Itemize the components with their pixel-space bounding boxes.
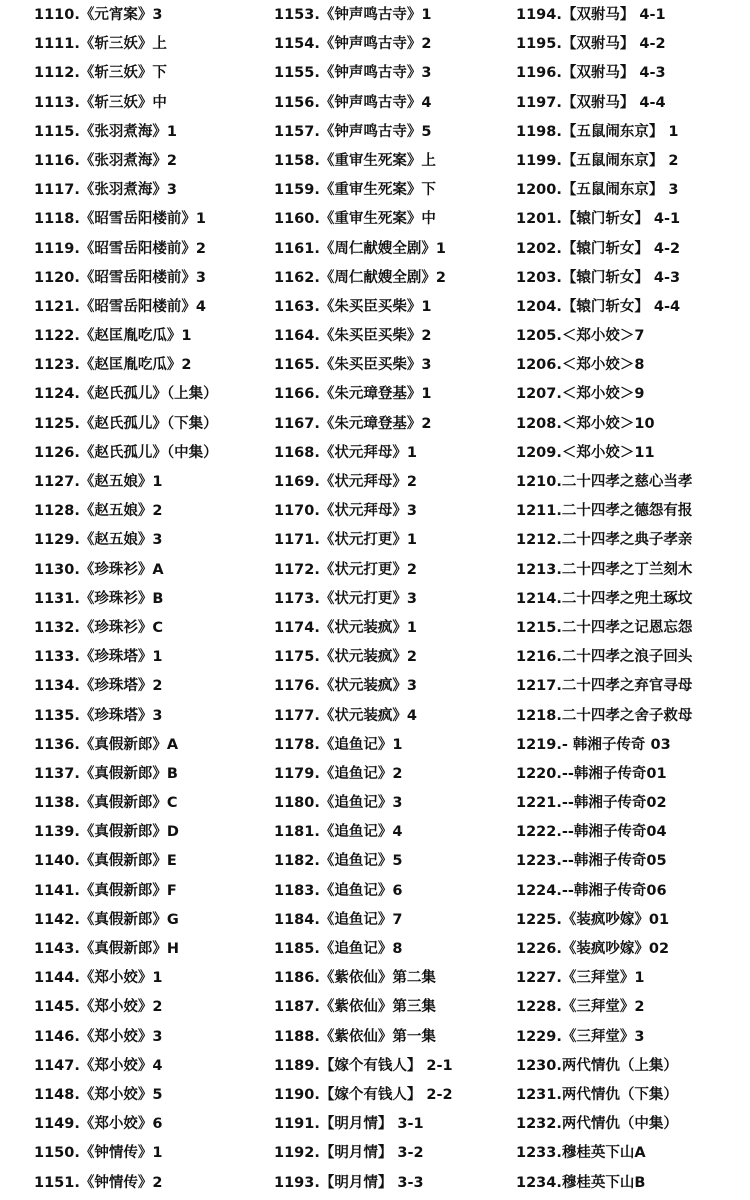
list-item: 1184.《追鱼记》7: [274, 911, 403, 928]
list-item: 1155.《钟声鸣古寺》3: [274, 65, 432, 82]
list-item: 1159.《重审生死案》下: [274, 182, 436, 199]
list-item: 1229.《三拜堂》3: [516, 1028, 645, 1045]
list-item: 1163.《朱买臣买柴》1: [274, 298, 432, 315]
list-item: 1136.《真假新郎》A: [34, 736, 179, 753]
list-item: 1180.《追鱼记》3: [274, 795, 403, 812]
list-item: 1195.【双驸马】 4-2: [516, 36, 666, 53]
list-item: 1118.《昭雪岳阳楼前》1: [34, 211, 206, 228]
list-item: 1234.穆桂英下山B: [516, 1174, 646, 1191]
column-3: [516, 0, 748, 1198]
list-item: 1205.＜郑小姣＞7: [516, 328, 645, 345]
list-item: 1190.【嫁个有钱人】 2-2: [274, 1086, 453, 1103]
list-item: 1178.《追鱼记》1: [274, 736, 403, 753]
list-item: 1117.《张羽煮海》3: [34, 182, 177, 199]
list-item: 1167.《朱元璋登基》2: [274, 415, 432, 432]
list-item: 1226.《装疯吵嫁》02: [516, 941, 670, 957]
list-item: 1132.《珍珠衫》C: [34, 619, 164, 636]
list-item: 1164.《朱买臣买柴》2: [274, 328, 432, 345]
list-item: 1124.《赵氏孤儿》（上集）: [34, 386, 218, 403]
list-item: 1224.--韩湘子传奇06: [516, 882, 667, 899]
list-item: 1230.两代情仇（上集）: [516, 1057, 678, 1074]
list-item: 1207.＜郑小姣＞9: [516, 386, 645, 403]
list-item: 1182.《追鱼记》5: [274, 853, 403, 870]
list-item: 1176.《状元装疯》3: [274, 678, 417, 695]
list-item: 1211.二十四孝之德怨有报: [516, 503, 693, 520]
list-item: 1191.【明月情】 3-1: [274, 1116, 424, 1133]
list-item: 1172.《状元打更》2: [274, 561, 417, 578]
list-item: 1202.【辕门斩女】 4-2: [516, 240, 681, 257]
list-item: 1215.二十四孝之记恩忘怨: [516, 619, 693, 636]
list-item: 1127.《赵五娘》1: [34, 474, 163, 490]
list-item: 1181.《追鱼记》4: [274, 824, 403, 841]
list-item: 1130.《珍珠衫》A: [34, 561, 164, 578]
list-item: 1213.二十四孝之丁兰刻木: [516, 561, 693, 578]
list-item: 1160.《重审生死案》中: [274, 211, 436, 228]
list-item: 1162.《周仁献嫂全剧》2: [274, 269, 446, 286]
list-item: 1171.《状元打更》1: [274, 532, 417, 549]
list-item: 1128.《赵五娘》2: [34, 503, 163, 520]
list-item: 1142.《真假新郎》G: [34, 911, 179, 928]
list-item: 1214.二十四孝之兜土琢坟: [516, 590, 693, 607]
list-item: 1187.《紫依仙》第三集: [274, 999, 436, 1016]
list-item: 1194.【双驸马】 4-1: [516, 7, 666, 23]
list-item: 1123.《赵匡胤吃瓜》2: [34, 357, 192, 374]
list-item: 1198.【五鼠闹东京】 1: [516, 123, 679, 140]
list-item: 1217.二十四孝之弃官寻母: [516, 678, 693, 695]
list-item: 1183.《追鱼记》6: [274, 882, 403, 899]
column-1: [34, 0, 266, 1198]
list-item: 1111.《斩三妖》上: [34, 36, 167, 53]
list-item: 1143.《真假新郎》H: [34, 941, 179, 957]
list-item: 1138.《真假新郎》C: [34, 795, 178, 812]
list-item: 1161.《周仁献嫂全剧》1: [274, 240, 446, 257]
list-item: 1227.《三拜堂》1: [516, 970, 645, 987]
list-item: 1121.《昭雪岳阳楼前》4: [34, 298, 206, 315]
list-item: 1212.二十四孝之典子孝亲: [516, 532, 693, 549]
list-item: 1174.《状元装疯》1: [274, 619, 417, 636]
list-item: 1173.《状元打更》3: [274, 590, 417, 607]
list-item: 1154.《钟声鸣古寺》2: [274, 36, 432, 53]
list-item: 1153.《钟声鸣古寺》1: [274, 7, 432, 23]
list-item: 1145.《郑小姣》2: [34, 999, 163, 1016]
list-item: 1196.【双驸马】 4-3: [516, 65, 666, 82]
list-item: 1222.--韩湘子传奇04: [516, 824, 667, 841]
list-item: 1144.《郑小姣》1: [34, 970, 163, 987]
list-item: 1150.《钟情传》1: [34, 1145, 163, 1162]
list-item: 1206.＜郑小姣＞8: [516, 357, 645, 374]
list-item: 1231.两代情仇（下集）: [516, 1086, 678, 1103]
list-item: 1209.＜郑小姣＞11: [516, 444, 655, 461]
list-item: 1203.【辕门斩女】 4-3: [516, 269, 681, 286]
list-item: 1193.【明月情】 3-3: [274, 1174, 424, 1191]
list-item: 1188.《紫依仙》第一集: [274, 1028, 436, 1045]
list-item: 1158.《重审生死案》上: [274, 152, 436, 169]
list-item: 1177.《状元装疯》4: [274, 707, 417, 724]
list-item: 1148.《郑小姣》5: [34, 1086, 163, 1103]
list-item: 1218.二十四孝之舍子救母: [516, 707, 693, 724]
list-item: 1113.《斩三妖》中: [34, 94, 167, 111]
list-item: 1151.《钟情传》2: [34, 1174, 163, 1191]
list-item: 1228.《三拜堂》2: [516, 999, 645, 1016]
list-item: 1186.《紫依仙》第二集: [274, 970, 436, 987]
list-item: 1112.《斩三妖》下: [34, 65, 167, 82]
list-item: 1129.《赵五娘》3: [34, 532, 163, 549]
list-item: 1110.《元宵案》3: [34, 7, 163, 23]
list-item: 1220.--韩湘子传奇01: [516, 765, 667, 782]
list-item: 1139.《真假新郎》D: [34, 824, 179, 841]
list-item: 1201.【辕门斩女】 4-1: [516, 211, 681, 228]
list-item: 1149.《郑小姣》6: [34, 1116, 163, 1133]
list-item: 1141.《真假新郎》F: [34, 882, 177, 899]
list-item: 1170.《状元拜母》3: [274, 503, 417, 520]
column-2: [274, 0, 510, 1198]
list-item: 1223.--韩湘子传奇05: [516, 853, 667, 870]
list-item: 1179.《追鱼记》2: [274, 765, 403, 782]
list-item: 1147.《郑小姣》4: [34, 1057, 163, 1074]
list-item: 1225.《装疯吵嫁》01: [516, 911, 670, 928]
list-item: 1140.《真假新郎》E: [34, 853, 177, 870]
list-item: 1216.二十四孝之浪子回头: [516, 649, 693, 666]
list-item: 1197.【双驸马】 4-4: [516, 94, 666, 111]
list-item: 1189.【嫁个有钱人】 2-1: [274, 1057, 453, 1074]
list-item: 1204.【辕门斩女】 4-4: [516, 298, 681, 315]
list-item: 1157.《钟声鸣古寺》5: [274, 123, 432, 140]
list-item: 1137.《真假新郎》B: [34, 765, 178, 782]
list-item: 1115.《张羽煮海》1: [34, 123, 177, 140]
list-item: 1119.《昭雪岳阳楼前》2: [34, 240, 206, 257]
list-item: 1219.- 韩湘子传奇 03: [516, 736, 671, 753]
list-item: 1232.两代情仇（中集）: [516, 1116, 678, 1133]
list-item: 1133.《珍珠塔》1: [34, 649, 163, 666]
list-item: 1200.【五鼠闹东京】 3: [516, 182, 679, 199]
list-item: 1120.《昭雪岳阳楼前》3: [34, 269, 206, 286]
list-item: 1126.《赵氏孤儿》（中集）: [34, 444, 218, 461]
list-item: 1221.--韩湘子传奇02: [516, 795, 667, 812]
list-item: 1169.《状元拜母》2: [274, 474, 417, 490]
list-item: 1210.二十四孝之慈心当孝: [516, 474, 693, 490]
list-item: 1125.《赵氏孤儿》（下集）: [34, 415, 218, 432]
list-item: 1208.＜郑小姣＞10: [516, 415, 655, 432]
list-item: 1135.《珍珠塔》3: [34, 707, 163, 724]
list-item: 1168.《状元拜母》1: [274, 444, 417, 461]
list-item: 1199.【五鼠闹东京】 2: [516, 152, 679, 169]
list-item: 1156.《钟声鸣古寺》4: [274, 94, 432, 111]
list-item: 1233.穆桂英下山A: [516, 1145, 646, 1162]
list-item: 1192.【明月情】 3-2: [274, 1145, 424, 1162]
list-item: 1131.《珍珠衫》B: [34, 590, 164, 607]
list-item: 1122.《赵匡胤吃瓜》1: [34, 328, 192, 345]
list-item: 1165.《朱买臣买柴》3: [274, 357, 432, 374]
list-item: 1116.《张羽煮海》2: [34, 152, 177, 169]
list-item: 1134.《珍珠塔》2: [34, 678, 163, 695]
list-item: 1185.《追鱼记》8: [274, 941, 403, 957]
list-item: 1166.《朱元璋登基》1: [274, 386, 432, 403]
list-item: 1175.《状元装疯》2: [274, 649, 417, 666]
list-item: 1146.《郑小姣》3: [34, 1028, 163, 1045]
